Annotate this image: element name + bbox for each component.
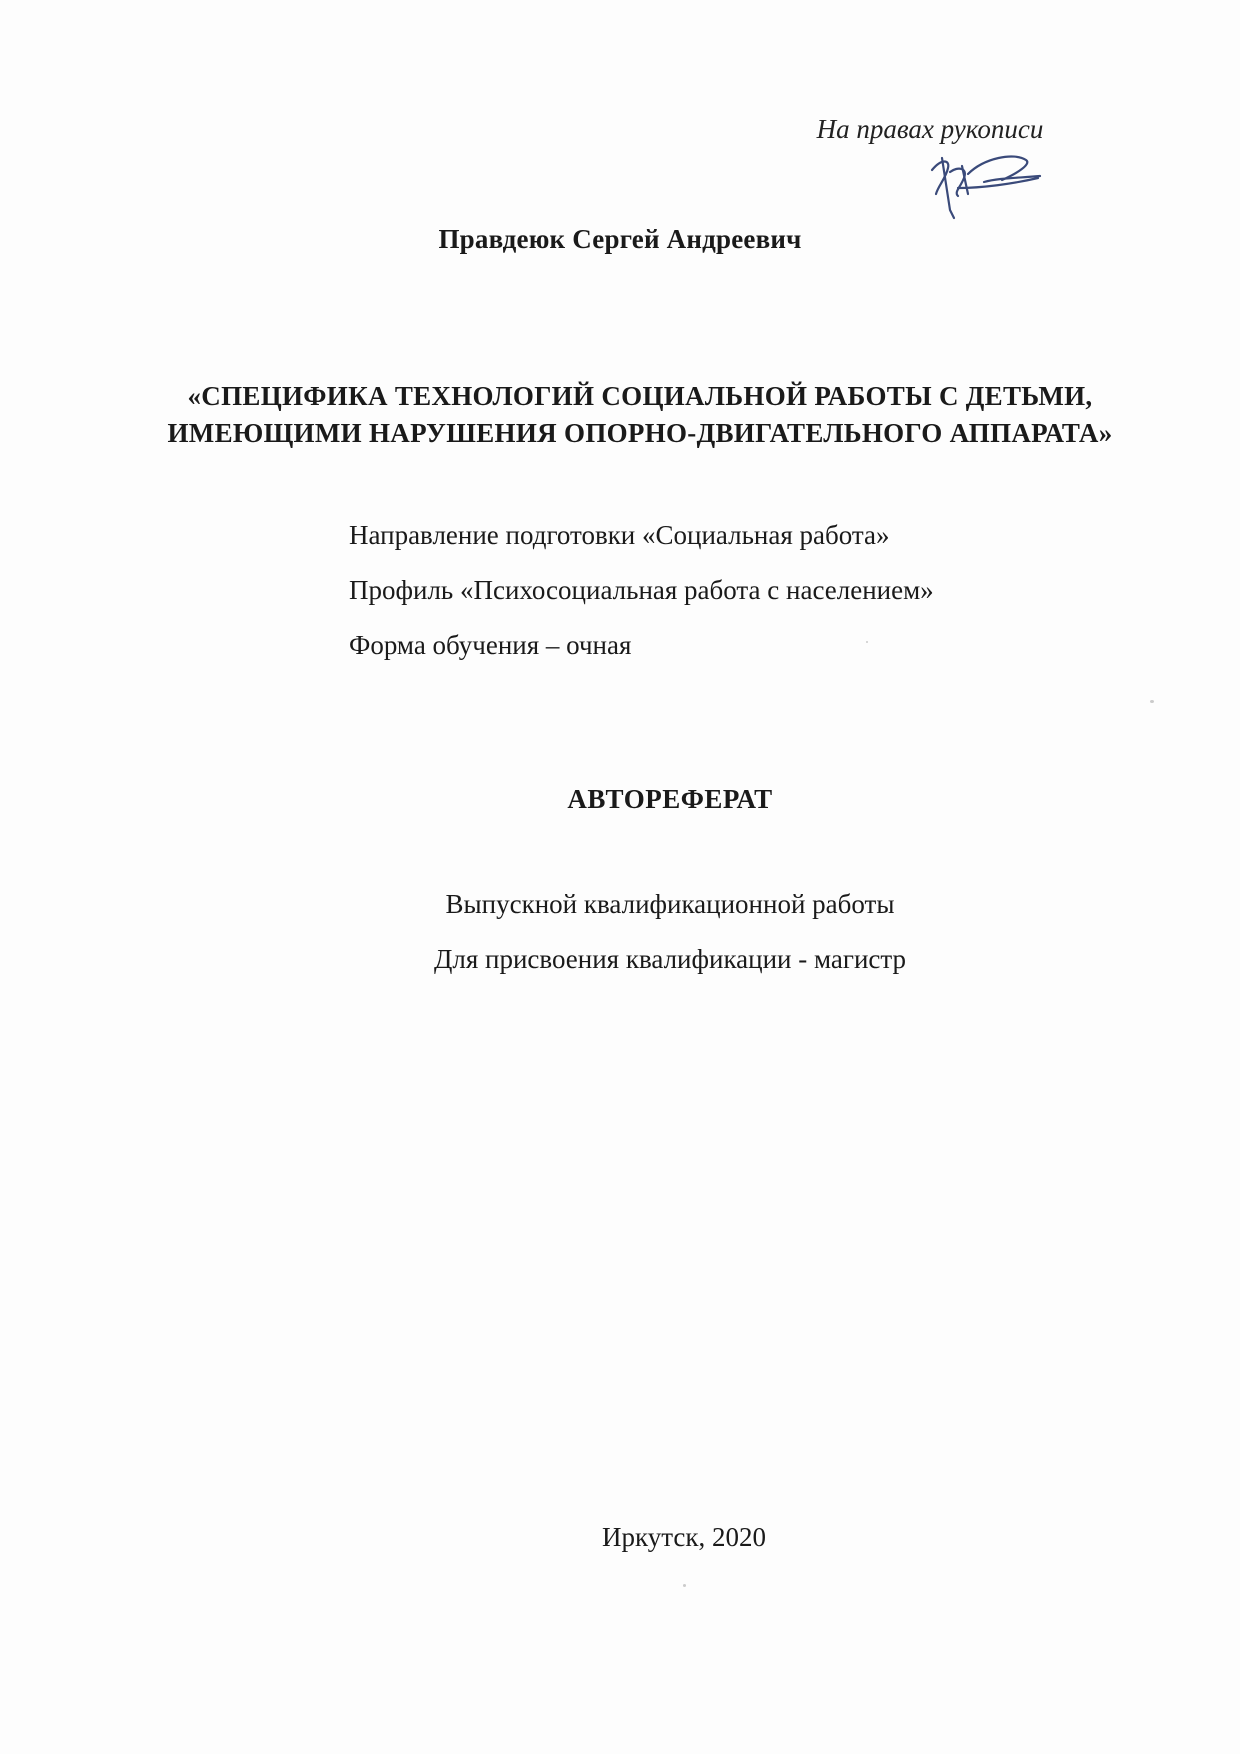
thesis-title-line: «СПЕЦИФИКА ТЕХНОЛОГИЙ СОЦИАЛЬНОЙ РАБОТЫ С ДЕТЬМИ, (187, 381, 1093, 411)
scan-speck (866, 641, 868, 643)
qualification-purpose (0, 886, 1240, 996)
city-year: Иркутск, 2020 (602, 1522, 766, 1552)
scan-speck (1150, 700, 1154, 703)
study-form: Форма обучения – очная (349, 630, 632, 660)
qualification-work-line: Выпускной квалификационной работы (445, 889, 895, 919)
training-profile: Профиль «Психосоциальная работа с населением» (349, 575, 934, 605)
author-name: Правдеюк Сергей Андреевич (438, 224, 802, 254)
thesis-title-line: ИМЕЮЩИМИ НАРУШЕНИЯ ОПОРНО-ДВИГАТЕЛЬНОГО АППАРАТА» (167, 418, 1113, 448)
signature-icon (928, 148, 1046, 228)
document-type-heading (0, 784, 1240, 815)
manuscript-note: На правах рукописи (816, 114, 1044, 144)
qualification-degree-line: Для присвоения квалификации - магистр (433, 944, 907, 974)
scan-speck (683, 1584, 686, 1587)
document-type-label: АВТОРЕФЕРАТ (567, 784, 773, 814)
thesis-title (100, 378, 1180, 452)
program-details (349, 517, 1169, 682)
training-direction: Направление подготовки «Социальная работа» (349, 520, 890, 550)
